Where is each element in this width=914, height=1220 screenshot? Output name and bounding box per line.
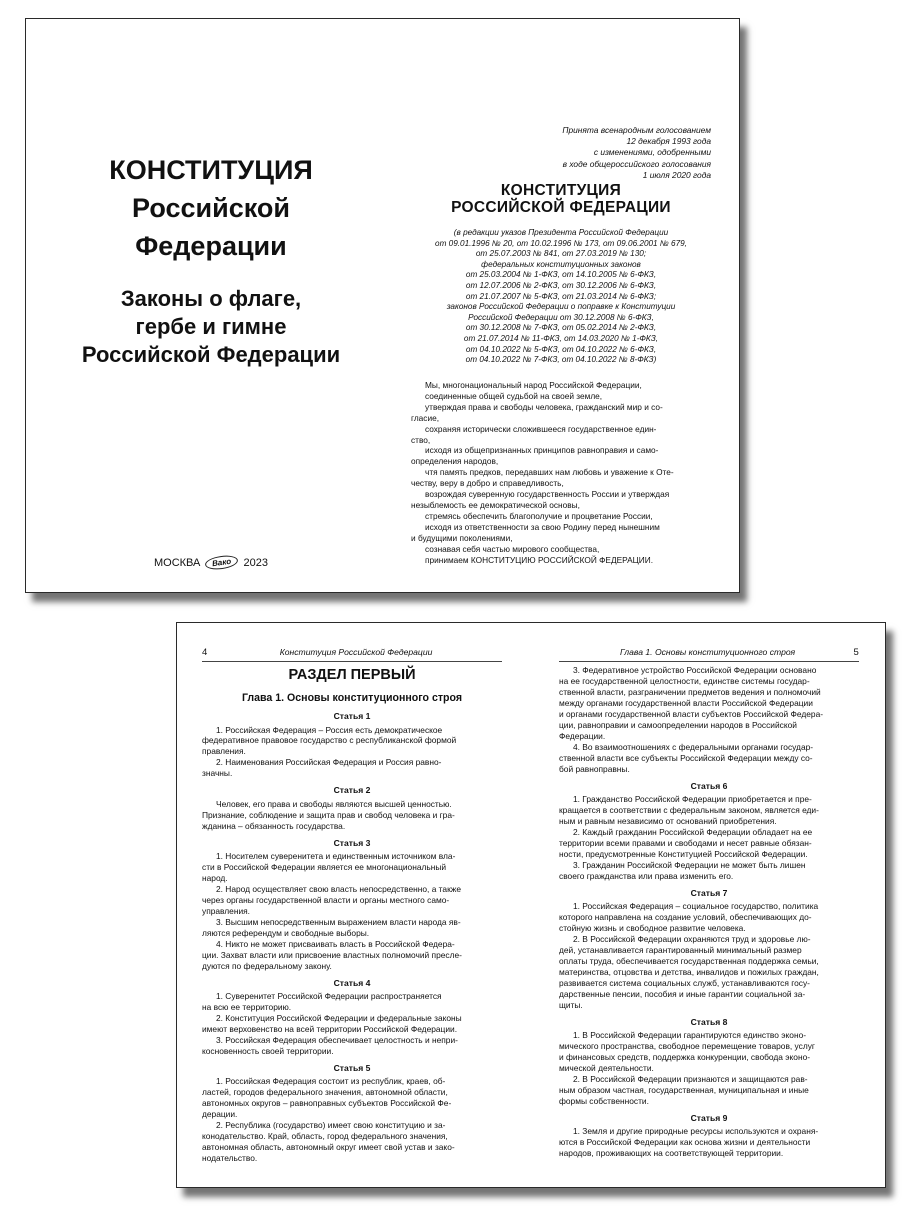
text-line: народов, проживающих на соответствующей территории. — [559, 1148, 784, 1159]
text-line: автономная область, автономный округ имеет свой устав и зако- — [202, 1142, 455, 1153]
preamble-line: утверждая права и свободы человека, гражданский мир и со- — [425, 401, 663, 412]
text-line: ются в Российской Федерации как основа жизни и деятельности — [559, 1137, 811, 1148]
cover-subtitle-line: Законы о флаге, — [120, 286, 302, 311]
heading-line: КОНСТИТУЦИЯ — [500, 182, 622, 199]
edition-line: от 25.03.2004 № 1-ФКЗ, от 14.10.2005 № 6-ФКЗ, — [465, 270, 657, 280]
text-line: ции. Захват власти или присвоение властных полномочий пресле- — [202, 949, 462, 960]
edition-line: от 25.07.2003 № 841, от 27.03.2019 № 130; — [475, 249, 647, 259]
edition-line: от 09.01.1996 № 20, от 10.02.1996 № 173, от 09.06.2001 № 679, — [435, 238, 687, 248]
text-line: 1. Носителем суверенитета и единственным источником вла- — [216, 851, 456, 862]
edition-line: федеральных конституционных законов — [481, 259, 641, 269]
right-page-number: 5 — [853, 647, 859, 658]
preamble-line: незыблемость ее демократической основы, — [411, 499, 580, 510]
preamble-line: и будущими поколениями, — [411, 532, 513, 543]
cover-subtitle-line: гербе и гимне — [135, 314, 287, 339]
text-line: бой равноправны. — [559, 763, 630, 774]
paragraph — [559, 742, 859, 775]
edition-line: от 30.12.2008 № 7-ФКЗ, от 05.02.2014 № 2-ФКЗ, — [465, 323, 657, 333]
text-line: ственной власти, разграничении предметов ведения и полномочий — [559, 686, 821, 697]
paragraph — [559, 1030, 859, 1074]
text-line: на всю ее территорию. — [202, 1002, 292, 1013]
text-line: ляются референдум и свободные выборы. — [202, 927, 370, 938]
left-header-rule — [202, 661, 502, 662]
preamble-line: соединенные общей судьбой на своей земле, — [425, 390, 603, 401]
constitution-heading — [411, 182, 711, 216]
preamble-line: честву, веру в добро и справедливость, — [411, 478, 564, 489]
text-line: кращается в соответствии с федеральным законом, является еди- — [559, 804, 819, 815]
text-line: народ. — [202, 873, 228, 884]
preamble-line: Мы, многонациональный народ Российской Федерации, — [425, 380, 642, 390]
cover-spread — [25, 18, 740, 593]
text-line: 2. Конституция Российской Федерации и федеральные законы — [216, 1013, 462, 1024]
paragraph — [559, 934, 859, 1011]
paragraph — [202, 991, 502, 1013]
paragraph — [202, 1076, 502, 1120]
article-heading: Статья 7 — [690, 887, 728, 898]
paragraph — [202, 939, 502, 972]
text-line: 3. Высшим непосредственным выражением власти народа яв- — [216, 916, 461, 927]
right-header-rule — [559, 661, 859, 662]
adoption-line: Принята всенародным голосованием — [562, 125, 711, 135]
text-line: материнства, отцовства и детства, инвалидов и пожилых граждан, — [559, 966, 819, 977]
article-heading: Статья 8 — [690, 1016, 728, 1027]
cover-title-line: КОНСТИТУЦИЯ — [109, 155, 313, 185]
text-line: оплаты труда, обеспечивается государственная поддержка семьи, — [559, 955, 819, 966]
text-line: ным образом частная, государственная, муниципальная и иные — [559, 1084, 809, 1095]
text-line: дарственные пенсии, пособия и иные гарантии социальной за- — [559, 988, 806, 999]
text-line: 1. Российская Федерация состоит из республик, краев, об- — [216, 1076, 446, 1087]
section-title: РАЗДЕЛ ПЕРВЫЙ — [288, 667, 416, 683]
text-line: дей, устанавливается гарантированный минимальный размер — [559, 944, 802, 955]
text-line: 1. Суверенитет Российской Федерации распространяется — [216, 991, 442, 1002]
cover-title — [26, 151, 396, 265]
text-line: значны. — [202, 768, 233, 779]
article-heading: Статья 2 — [333, 785, 371, 796]
preamble-line: возрождая суверенную государственность России и утверждая — [425, 489, 670, 500]
preamble-line: сохраняя исторически сложившееся государственное един- — [425, 423, 657, 434]
text-line: правления. — [202, 746, 246, 757]
edition-line: от 21.07.2014 № 11-ФКЗ, от 14.03.2020 № 1-ФКЗ, — [463, 333, 659, 343]
text-line: дерации. — [202, 1109, 238, 1120]
preamble — [411, 380, 711, 565]
text-line: своего гражданства или права изменить его. — [559, 870, 734, 881]
left-running-head: Конституция Российской Федерации — [279, 647, 433, 657]
imprint-city: МОСКВА — [153, 556, 201, 569]
paragraph — [202, 799, 502, 832]
text-line: ластей, городов федерального значения, автономной области, — [202, 1087, 448, 1098]
text-line: стойную жизнь и свободное развитие человека. — [559, 923, 746, 934]
text-line: территории всеми правами и свободами и несет равные обязан- — [559, 837, 812, 848]
text-line: которого направлена на создание условий, обеспечивающих до- — [559, 912, 812, 923]
text-line: автономных округов – равноправных субъектов Российской Фе- — [202, 1098, 452, 1109]
text-line: косновенность своей территории. — [202, 1045, 334, 1056]
text-line: федеративное правовое государство с республиканской формой — [202, 735, 457, 746]
edition-line: законов Российской Федерации о поправке к Конституции — [446, 302, 676, 312]
edition-line: (в редакции указов Президента Российской Федерации — [453, 228, 669, 237]
text-line: развивается система социальных служб, устанавливаются госу- — [559, 977, 810, 988]
text-line: Признание, соблюдение и защита прав и свобод человека и гра- — [202, 809, 455, 820]
left-articles — [202, 711, 502, 1164]
cover-subtitle-line: Российской Федерации — [81, 342, 341, 367]
paragraph — [559, 901, 859, 934]
paragraph — [202, 884, 502, 917]
text-line: дуются по федеральному закону. — [202, 960, 332, 971]
cover-page — [26, 19, 396, 592]
cover-title-line: Российской — [132, 193, 290, 223]
preamble-line: определения народов, — [411, 456, 499, 467]
article-heading: Статья 9 — [690, 1112, 728, 1123]
text-line: 2. В Российской Федерации охраняются труд и здоровье лю- — [573, 934, 811, 945]
text-line: Человек, его права и свободы являются высшей ценностью. — [216, 798, 452, 809]
text-line: 3. Федеративное устройство Российской Федерации основано — [573, 665, 817, 675]
imprint-year: 2023 — [243, 556, 269, 569]
edition-line: от 04.10.2022 № 7-ФКЗ, от 04.10.2022 № 8-ФКЗ) — [465, 355, 657, 365]
paragraph — [202, 757, 502, 779]
paragraph — [559, 860, 859, 882]
text-line: 1. В Российской Федерации гарантируются единство эконо- — [573, 1030, 807, 1041]
imprint — [26, 556, 396, 569]
text-line: через органы государственной власти и органы местного само- — [202, 894, 450, 905]
text-line: ции, равноправии и самоопределении народов в Российской — [559, 719, 797, 730]
paragraph — [202, 1035, 502, 1057]
paragraph — [559, 794, 859, 827]
article-heading: Статья 3 — [333, 837, 371, 848]
text-line: мического пространства, свободное перемещение товаров, услуг — [559, 1041, 815, 1052]
preamble-line: стремясь обеспечить благополучие и процветание России, — [425, 510, 653, 521]
text-line: 2. Народ осуществляет свою власть непосредственно, а также — [216, 883, 462, 894]
text-line: 1. Российская Федерация – Россия есть демократическое — [216, 724, 443, 735]
text-line: 2. Каждый гражданин Российской Федерации обладает на ее — [573, 826, 813, 837]
paragraph — [559, 665, 859, 742]
adoption-line: в ходе общероссийского голосования — [562, 158, 711, 169]
text-line: управления. — [202, 905, 251, 916]
text-line: ным и равным независимо от оснований приобретения. — [559, 815, 777, 826]
text-line: ности, предусмотренные Конституцией Российской Федерации. — [559, 848, 808, 859]
edition-line: от 21.07.2007 № 5-ФКЗ, от 21.03.2014 № 6-ФКЗ; — [465, 291, 657, 301]
cover-title-line: Федерации — [135, 231, 287, 261]
text-line: 2. Республика (государство) имеет свою конституцию и за- — [216, 1120, 446, 1131]
paragraph — [559, 827, 859, 860]
text-line: 2. В Российской Федерации признаются и защищаются рав- — [573, 1074, 808, 1084]
text-line: и органами государственной власти субъектов Российской Федера- — [559, 708, 824, 719]
preamble-line: гласие, — [411, 412, 440, 423]
article-heading: Статья 4 — [333, 977, 371, 988]
text-line: 4. Никто не может присваивать власть в Российской Федера- — [216, 938, 455, 949]
text-line: конодательство. Край, область, город федерального значения, — [202, 1131, 448, 1142]
publisher-logo: Вако — [205, 554, 240, 571]
edition-note — [411, 228, 711, 366]
text-line: сти в Российской Федерации является ее многонациональный — [202, 862, 447, 873]
content-spread — [176, 622, 886, 1188]
edition-line: Российской Федерации от 30.12.2008 № 6-ФКЗ, — [468, 312, 654, 322]
cover-subtitle — [26, 285, 396, 369]
text-line: щиты. — [559, 999, 583, 1010]
adoption-note — [451, 125, 711, 181]
left-page-column — [202, 665, 502, 1164]
text-line: 1. Российская Федерация – социальное государство, политика — [573, 901, 819, 912]
text-line: жданина – обязанность государства. — [202, 820, 346, 831]
edition-line: от 04.10.2022 № 5-ФКЗ, от 04.10.2022 № 6-ФКЗ, — [465, 344, 657, 354]
article-heading: Статья 6 — [690, 780, 728, 791]
article-heading: Статья 5 — [333, 1062, 371, 1073]
right-page-column — [559, 665, 859, 1159]
title-page — [411, 19, 711, 592]
text-line: на ее государственной целостности, единстве системы государ- — [559, 675, 810, 686]
left-running-header — [202, 647, 432, 658]
paragraph — [202, 851, 502, 884]
right-running-header — [620, 647, 859, 658]
preamble-line: исходя из ответственности за свою Родину перед нынешним — [425, 521, 660, 532]
text-line: и финансовых средств, поддержка конкуренции, свобода эконо- — [559, 1052, 811, 1063]
adoption-line: 1 июля 2020 года — [642, 169, 711, 180]
text-line: 4. Во взаимоотношениях с федеральными органами государ- — [573, 741, 814, 752]
preamble-line: ство, — [411, 434, 431, 445]
heading-line: РОССИЙСКОЙ ФЕДЕРАЦИИ — [451, 199, 671, 216]
paragraph — [559, 1074, 859, 1107]
preamble-line: сознавая себя частью мирового сообщества, — [425, 543, 600, 554]
right-running-head: Глава 1. Основы конституционного строя — [620, 647, 796, 657]
adoption-line: с изменениями, одобренными — [593, 147, 711, 158]
text-line: 1. Земля и другие природные ресурсы используются и охраня- — [573, 1126, 819, 1137]
paragraph — [559, 1126, 859, 1159]
edition-line: от 12.07.2006 № 2-ФКЗ, от 30.12.2006 № 6-ФКЗ, — [465, 280, 657, 290]
preamble-line: исходя из общепризнанных принципов равноправия и само- — [425, 445, 659, 456]
left-page-number: 4 — [202, 647, 208, 658]
text-line: Федерации. — [559, 730, 606, 741]
text-line: 3. Российская Федерация обеспечивает целостность и непри- — [216, 1034, 458, 1045]
paragraph — [202, 917, 502, 939]
text-line: формы собственности. — [559, 1095, 649, 1106]
text-line: 3. Гражданин Российской Федерации не может быть лишен — [573, 859, 806, 870]
preamble-line: чтя память предков, передавших нам любовь и уважение к Оте- — [425, 467, 674, 478]
text-line: мической деятельности. — [559, 1063, 654, 1074]
paragraph — [202, 725, 502, 758]
adoption-line: 12 декабря 1993 года — [626, 136, 711, 147]
paragraph — [202, 1120, 502, 1164]
text-line: имеют верховенство на всей территории Российской Федерации. — [202, 1023, 458, 1034]
text-line: 2. Наименования Российская Федерация и Россия равно- — [216, 757, 442, 768]
text-line: ственной власти все субъекты Российской Федерации между со- — [559, 752, 813, 763]
text-line: 1. Гражданство Российской Федерации приобретается и пре- — [573, 794, 812, 805]
preamble-line: принимаем КОНСТИТУЦИЮ РОССИЙСКОЙ ФЕДЕРАЦИИ. — [425, 554, 654, 565]
chapter-title: Глава 1. Основы конституционного строя — [241, 692, 463, 704]
text-line: нодательство. — [202, 1153, 258, 1163]
article-heading: Статья 1 — [333, 711, 371, 721]
paragraph — [202, 1013, 502, 1035]
text-line: между органами государственной власти Российской Федерации — [559, 697, 813, 708]
